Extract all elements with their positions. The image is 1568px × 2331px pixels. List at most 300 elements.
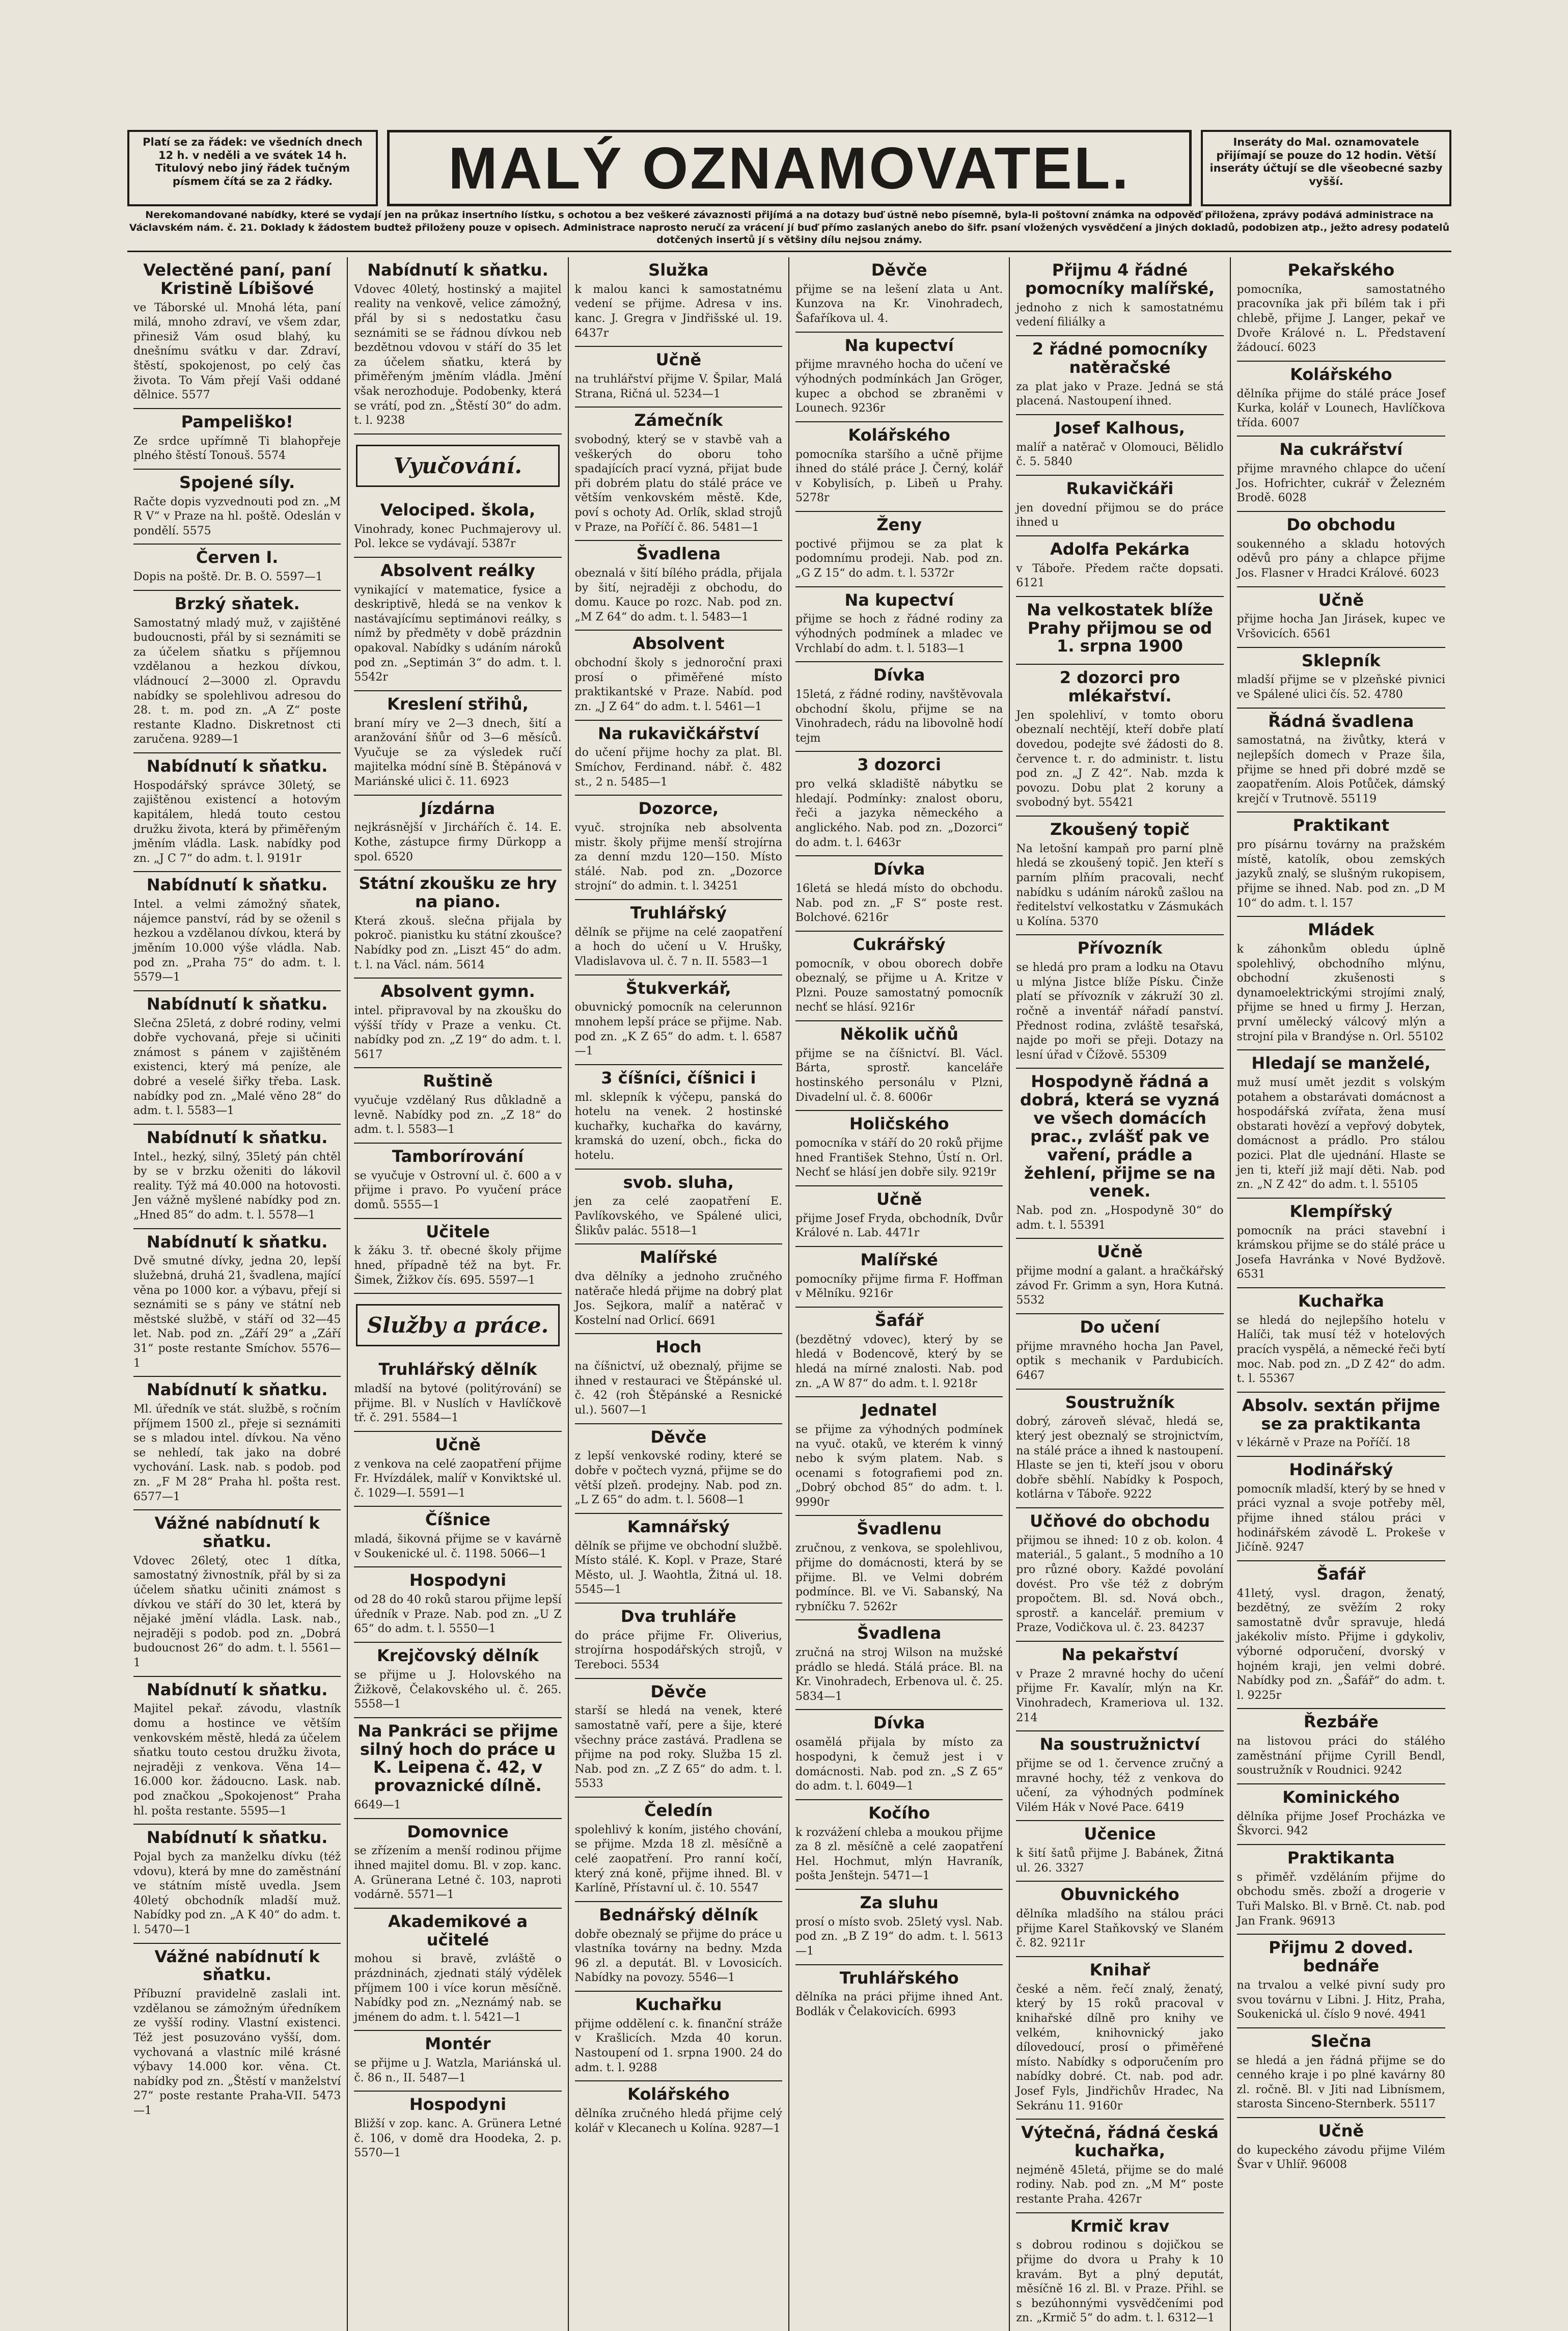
ad-title: Bednářský dělník <box>599 1905 758 1925</box>
section-heading: Vyučování. <box>356 445 559 487</box>
ad-body: zručnou, z venkova, se spolehlivou, přijme do domácnosti, která by se přijme. Bl. ve Velmi dobrém podmínce. Bl. ve Vi. Sabanský, Na rybníčku 7. 5262r <box>795 1542 1003 1613</box>
ad-title: Na velkostatek blíže Prahy přijmou se od 1. srpna 1900 <box>1027 600 1213 656</box>
ad-body: spolehlivý k koním, jistého chování, se přijme. Mzda 18 zl. měsíčně a celé zaopatření. Pro ranní kočí, který zná koně, přijme ihned. Bl. v Karlíně, Přístavní ul. č. 10. 5547 <box>574 1823 782 1895</box>
classified-ad <box>1237 1050 1445 1199</box>
classified-ad <box>1237 587 1445 648</box>
ad-body: obuvnický pomocník na celerunnon mnohem lepší práce se přijme. Nab. pod zn. „K Z 65“ do adm. t. l. 6587—1 <box>574 1001 782 1058</box>
classified-ad <box>1016 1642 1223 1731</box>
ad-body: z venkova na celé zaopatření přijme Fr. Hvízdálek, malíř v Konviktské ul. č. 1029—I. 5591—1 <box>354 1457 562 1500</box>
classified-ad <box>575 1992 782 2081</box>
classified-ad <box>1016 665 1223 817</box>
ad-title: Truhlářský dělník <box>378 1360 537 1379</box>
ad-body: na listovou práci do stálého zaměstnání přijme Cyrill Bendl, soustružník v Roudnici. 9242 <box>1236 1735 1445 1777</box>
classified-ad <box>354 558 561 691</box>
classified-ad <box>795 1308 1003 1397</box>
ad-body: mohou si bravě, zvláště o prázdninách, zjednati stálý výdělek příjmem 100 i více korun měsíčně. Nabídky pod zn. „Neznámý nab. se jménem do adm. t. l. 5421—1 <box>354 1953 562 2024</box>
classified-ad <box>575 1514 782 1604</box>
classified-ad <box>133 1229 341 1377</box>
classified-ad <box>133 1944 341 2124</box>
ad-title: Do učení <box>1080 1317 1160 1337</box>
ad-body: v Praze 2 mravné hochy do učení přijme Fr. Kavalír, mlýn na Kr. Vinohradech, Krameriova ul. 132. 214 <box>1016 1667 1224 1724</box>
ad-body: 6649—1 <box>354 1799 401 1811</box>
ad-body: na číšnictví, už obeznalý, přijme se ihned v restauraci ve Štěpánské ul. č. 42 (roh Štěpánské a Resnické ul.). 5607—1 <box>574 1360 782 1417</box>
classified-ad <box>1016 1821 1223 1882</box>
ad-body: Vdovec 40letý, hostinský a majitel reality na venkově, velice zámožný, přál by si s nedostatku času seznámiti se se řádnou dívkou neb bezdětnou vdovou v stáří do 35 let za účelem sňatku, která by přiměřeným jměním vládla. Jmění však nerozhoduje. Podobenky, která se vrátí, pod zn. „Štěstí 30“ do adm. t. l. 9238 <box>354 283 562 427</box>
ad-body: obeznalá v šití bílého prádla, přijala by šití, nejraději z obchodu, do domu. Kauce po rozc. Nab. pod zn. „M Z 64“ do adm. t. l. 5483—1 <box>574 567 782 624</box>
classified-ad <box>795 1800 1003 1890</box>
ad-column-4 <box>789 257 1010 2331</box>
ad-title: Kuchařku <box>635 1995 722 2015</box>
ad-title: 3 dozorci <box>857 755 941 775</box>
pricing-box: Platí se za řádek: ve všedních dnech 12 h. v neděli a ve svátek 14 h. Titulový nebo jiný řádek tučným písmem čítá se za 2 řádky. <box>127 130 378 206</box>
ad-title: Číšnice <box>425 1510 490 1530</box>
ad-title: Na cukrářství <box>1279 440 1403 459</box>
ad-title: Kreslení střihů, <box>387 694 529 714</box>
ad-body: dva dělníky a jednoho zručného natěrače hledá přijme na dobrý plat Jos. Sejkora, malíř a natěrač v Kostelní nad Orlicí. 6691 <box>574 1270 782 1327</box>
ad-body: Na letošní kampaň pro parní plně hledá se zkoušený topič. Jen kteří s parním plňím pracovali, nechť nabídku s udáním nároků zašlou na ředitelství velkostatku v Zásmukách u Kolína. 5370 <box>1016 842 1224 928</box>
classified-ad <box>575 1170 782 1245</box>
ad-title: Mládek <box>1308 920 1374 940</box>
ad-title: Kolářského <box>1290 364 1392 384</box>
classified-ad <box>795 1620 1003 1710</box>
classified-ad <box>575 721 782 796</box>
section-heading: Služby a práce. <box>356 1304 559 1346</box>
ad-body: Majitel pekař. závodu, vlastník domu a hostince ve větším venkovském městě, hledá za účelem sňatku touto cestou družku života, nejraději z venkova. Věna 14—16.000 kor. žádoucno. Lask. nab. pod značkou „Spokojenost“ Praha hl. pošta restante. 5595—1 <box>133 1702 341 1818</box>
classified-ad <box>575 1902 782 1992</box>
classified-ad <box>1237 1784 1445 1845</box>
classified-ad <box>1237 437 1445 512</box>
ad-title: Učňové do obchodu <box>1030 1511 1210 1531</box>
ad-body: vyučuje vzdělaný Rus důkladně a levně. Nabídky pod zn. „Z 18“ do adm. t. l. 5583—1 <box>354 1094 562 1136</box>
ad-title: Absolv. sextán přijme se za praktikanta <box>1242 1395 1440 1433</box>
classified-ad <box>354 1909 561 2031</box>
classified-ad <box>1016 415 1223 476</box>
ad-title: Nabídnutí k sňatku. <box>146 756 328 776</box>
ad-title: Jednatel <box>861 1400 938 1420</box>
ad-title: Přijmu 4 řádné pomocníky malířské, <box>1025 260 1215 298</box>
classified-ad <box>1237 917 1445 1050</box>
ad-body: obchodní školy s jednoroční praxi prosí o přiměřené místo praktikantské v Praze. Nabíd. pod zn. „J Z 64“ do adm. t. l. 5461—1 <box>574 657 782 714</box>
classified-ad <box>575 975 782 1065</box>
ad-body: se hledá do nejlepšího hotelu v Halíči, tak musí též v hotelových pracích vyspělá, a německé řeči bytí moc. Nab. pod zn. „D Z 42“ do adm. t. l. 55367 <box>1236 1314 1445 1386</box>
ad-body: Vdovec 26letý, otec 1 dítka, samostatný živnostník, přál by si za účelem sňatku učiniti známost s dívkou ve stáří do 30 let, která by nějaké jmění vládla. Lask. nab., nejraději s podob. pod zn. „Dobrá budoucnost 26“ do adm. t. l. 5561—1 <box>133 1554 341 1669</box>
ad-title: Velectěné paní, paní Kristině Líbišové <box>143 260 332 298</box>
ad-body: muž musí umět jezdit s volským potahem a obstarávati domácnost a hospodářská zvířata, žena musí obstarati hovězí a vepřový dobytek, domácnost a prádlo. Pro stálou pozici. Plat dle ujednání. Hlaste se jen ti, kteří již mají děti. Nab. pod zn. „N Z 42“ do adm. t. l. 55105 <box>1236 1076 1445 1191</box>
ad-column-6 <box>1231 257 1451 2331</box>
classified-ad <box>133 1510 341 1676</box>
classified-ad <box>354 1357 561 1432</box>
classified-ad <box>795 1890 1003 1965</box>
classified-ad <box>1237 1709 1445 1784</box>
ad-body: 16letá se hledá místo do obchodu. Nab. pod zn. „F S“ poste rest. Bolchové. 6216r <box>795 882 1003 925</box>
ad-title: Slečna <box>1310 2031 1371 2051</box>
ad-title: Praktikanta <box>1287 1848 1395 1868</box>
ad-title: Červen I. <box>196 548 279 567</box>
ad-column-5 <box>1010 257 1230 2331</box>
deadline-box: Inseráty do Mal. oznamovatele přijímají se pouze do 12 hodin. Větší inseráty účtují se dle všeobecné sazby vyšší. <box>1201 130 1451 206</box>
ad-body: Jen spolehliví, v tomto oboru obeznalí nechtějí, kteří dobře platí dovedou, podejte své žádosti do 8. července t. r. do administr. t. listu pod zn. „J Z 42“. Nab. mzda k povozu. Dobu plat 2 koruny a svobodný byt. 55421 <box>1016 709 1224 809</box>
ad-body: pro písárnu továrny na pražském místě, katolík, obou zemských jazyků znalý, se slušným rukopisem, přijme se ihned. Nab. pod zn. „D M 10“ do adm. t. l. 157 <box>1236 838 1445 910</box>
ad-body: přijme hocha Jan Jirásek, kupec ve Vršovicích. 6561 <box>1236 613 1445 641</box>
classified-ad <box>354 1819 561 1909</box>
classified-ad <box>1237 2028 1445 2118</box>
ad-title: Učně <box>435 1434 481 1454</box>
ad-body: intel. připravoval by na zkoušku do výšší třídy v Praze a venku. Ct. nabídky pod zn. „Z 19“ do adm. t. l. 5617 <box>354 1005 562 1061</box>
ad-title: Akademikové a učitelé <box>388 1911 528 1949</box>
ad-body: malíř a natěrač v Olomouci, Bělidlo č. 5. 5840 <box>1016 441 1224 469</box>
ad-title: Na soustružnictví <box>1039 1734 1200 1754</box>
ad-title: Švadlena <box>636 544 721 564</box>
classified-ad <box>795 856 1003 932</box>
classified-ad <box>1016 1239 1223 1314</box>
ad-body: v lékárně v Praze na Poříčí. 18 <box>1236 1436 1411 1450</box>
ad-body: přijme se hoch z řádné rodiny za výhodných podmínek a mladec ve Vrchlabí do adm. t. l. 5183—1 <box>795 613 1003 655</box>
ad-title: Malířské <box>640 1248 718 1267</box>
ad-body: přijmou se ihned: 10 z ob. kolon. 4 materiál., 5 galant., 5 modního a 10 pro různé obory. Každé povolání dovést. Pro vše též z dobrým propočtem. Bl. sd. Nová obch., sprostř. a kancelář. premium v Praze, Vodičkova ul. č. 23. 84237 <box>1016 1534 1224 1635</box>
classified-ad <box>133 591 341 753</box>
ad-title: Klempířský <box>1289 1201 1393 1221</box>
ad-title: Čeledín <box>644 1801 713 1821</box>
ad-body: Hospodářský správce 30letý, se zajištěnou existencí a hotovým kapitálem, hledá touto cestou družku života, která by přiměřeným jměním vládla. Lask. nabídky pod zn. „J C 7“ do adm. t. l. 9191r <box>133 779 341 865</box>
ad-title: Kolářského <box>848 425 950 445</box>
ad-body: pro velká skladiště nábytku se hledají. Podmínky: znalost oboru, řeči a jazyka německého a anglického. Nab. pod zn. „Dozorci“ do adm. t. l. 6463r <box>795 778 1003 849</box>
ad-body: jen za celé zaopatření E. Pavlíkovského, ve Spálené ulici, Šlikův palác. 5518—1 <box>574 1195 782 1237</box>
ad-title: Dívka <box>873 1713 925 1733</box>
ad-title: Obuvnického <box>1060 1885 1179 1905</box>
ad-title: Montér <box>425 2034 491 2054</box>
classified-ad <box>795 333 1003 422</box>
classified-ad <box>354 497 561 558</box>
ad-title: Učně <box>1318 590 1364 610</box>
ad-title: Krmič krav <box>1070 2216 1170 2236</box>
ad-body: přijme Josef Fryda, obchodník, Dvůr Králové n. Lab. 4471r <box>795 1212 1003 1240</box>
ad-body: nejkrásnější v Jirchářích č. 14. E. Kothe, zástupce firmy Dürkopp a spol. 6520 <box>354 821 562 863</box>
ad-body: české a něm. řečí znalý, ženatý, který by 15 roků pracoval v knihařské dílně pro knihy ve velkém, knihovnický jako dílovedoucí, prosí o přiměřené místo. Nabídky s odporučením pro nabídky dobré. Ct. nab. pod adr. Josef Fyls, Jindřichův Hradec, Na Sekránu 11. 9160r <box>1016 1983 1224 2112</box>
ad-body: vyuč. strojníka neb absolventa mistr. školy přijme menší strojírna za denní mzdu 120—150. Místo stálé. Nab. pod zn. „Dozorce strojní“ do admin. t. l. 34251 <box>574 822 782 893</box>
classified-ad <box>795 1965 1003 2025</box>
ad-title: Hoch <box>655 1337 702 1357</box>
ad-title: Absolvent reálky <box>380 560 535 580</box>
ad-title: 3 číšníci, číšnici i <box>601 1068 756 1088</box>
ad-body: k záhonkům obledu úplně spolehlivý, obchodního mlýnu, obchodní zkušenosti s dynamoelektrickými strojími znalý, přijme se hned u firmy J. Herzan, první umělecký válcový mlýn a strojní pila v Brandýse n. Orl. 55102 <box>1236 943 1445 1043</box>
ad-title: Malířské <box>860 1250 938 1269</box>
ad-title: Na pekařství <box>1061 1644 1178 1664</box>
ad-body: k rozvážení chleba a moukou přijme za 8 zl. měsíčně a celé zaopatření Hel. Hochmut, mlýn Havraník, pošta Jenštejn. 5471—1 <box>795 1826 1003 1883</box>
ad-title: Přívozník <box>1077 938 1163 958</box>
ad-title: Řádná švadlena <box>1268 711 1414 731</box>
ad-title: Služka <box>648 260 709 280</box>
ad-body: s přiměř. vzděláním přijme do obchodu směs. zboží a drogerie v Tuři Malsko. Bl. v Brně. Ct. nab. pod Jan Frank. 96913 <box>1236 1871 1445 1928</box>
classified-ad <box>795 587 1003 663</box>
classified-ad <box>795 1021 1003 1111</box>
ad-title: Šafář <box>874 1310 924 1330</box>
classified-ad <box>1237 1199 1445 1288</box>
ad-title: Hospodyni <box>409 1570 507 1590</box>
classified-ad <box>1237 1393 1445 1457</box>
classified-ad <box>1016 257 1223 336</box>
ad-body: prosí o místo svob. 25letý vysl. Nab. pod zn. „B Z 19“ do adm. t. l. 5613—1 <box>795 1915 1003 1958</box>
ad-title: 2 dozorci pro mlékařství. <box>1059 668 1180 706</box>
classified-ad <box>354 1507 561 1567</box>
ad-title: Ženy <box>876 515 922 535</box>
ad-title: Švadlena <box>857 1623 942 1643</box>
ad-title: Na kupectví <box>844 590 954 610</box>
ad-title: Kamnářský <box>627 1516 730 1536</box>
ad-title: Ruštině <box>423 1071 493 1091</box>
ad-title: Knihař <box>1089 1960 1150 1980</box>
ad-body: z lepší venkovské rodiny, které se dobře v počtech vyzná, přijme se do větší plzeň. prodejny. Nab. pod zn. „L Z 65“ do adm. t. l. 5608—1 <box>574 1450 782 1507</box>
ad-body: dělník se přijme na celé zaopatření a hoch do učení u V. Hrušky, Vladislavova ul. č. 7 n. II. 5583—1 <box>574 926 782 968</box>
classified-ad <box>354 691 561 796</box>
ad-title: Kolářského <box>627 2084 730 2104</box>
classified-ad <box>1016 1957 1223 2120</box>
masthead <box>127 130 1451 206</box>
ad-title: Kominického <box>1282 1787 1400 1807</box>
ad-body: (bezdětný vdovec), který by se hledá v Bodencově, který by se hledá na mírné znalosti. Nab. pod zn. „A W 87“ do adm. t. l. 9218r <box>795 1333 1003 1390</box>
classified-ad <box>795 512 1003 587</box>
classified-ad <box>1016 597 1223 665</box>
ad-title: Hospodyni <box>409 2095 507 2115</box>
ad-title: Šafář <box>1316 1564 1366 1584</box>
ad-body: Ml. úředník ve stát. službě, s ročním příjmem 1500 zl., přeje si seznámiti se s mladou intel. dívkou. Na věno se nehledí, tak jako na dobré vychování. Lask. nab. s podob. pod zn. „F M 28“ Praha hl. pošta rest. 6577—1 <box>133 1403 341 1503</box>
ad-body: dělníka zručného hledá přijme celý kolář v Klecanech u Kolína. 9287—1 <box>574 2107 782 2135</box>
ad-body: zručná na stroj Wilson na mužské prádlo se hledá. Stálá práce. Bl. na Kr. Vinohradech, Erbenova ul. č. 25. 5834—1 <box>795 1646 1003 1703</box>
classified-ad <box>1016 935 1223 1069</box>
ad-title: Učitele <box>426 1222 490 1241</box>
ad-body: do práce přijme Fr. Oliverius, strojírna hospodářských strojů, v Tereboci. 5534 <box>574 1629 782 1672</box>
ad-title: Výtečná, řádná česká kuchařka, <box>1021 2123 1219 2161</box>
ad-body: k šití šatů přijme J. Babánek, Žitná ul. 26. 3327 <box>1016 1847 1224 1875</box>
ad-title: Švadlenu <box>857 1519 942 1539</box>
ad-body: pomocníka staršího a učně přijme ihned do stálé práce J. Černý, kolář v Kobylisích, p. Libeň u Prahy. 5278r <box>795 448 1003 505</box>
classified-ad <box>133 409 341 470</box>
ad-title: Dva truhláře <box>620 1607 736 1627</box>
ad-body: Dopis na poště. Dr. B. O. 5597—1 <box>133 571 323 584</box>
administration-notice: Nerekomandované nabídky, které se vydají jen na průkaz insertního lístku, s ochotou a bez veškeré závaznosti přijímá a na dotazy buď ústně nebo písemně, byla-li poštovní známka na odpověď přiložena, zprávy podává administrace na Václavském nám. č. 21. Doklady k žádostem budtež přiloženy pouze v opisech. Administrace naprosto neručí za vrácení jí buď přímo zaslaných anebo do šifr. psaní vložených vysvědčení a jiných dokladů, podobizen atp., ježto adresy podatelů dotčených insertů jí s většiny dílu nejsou známy. <box>127 209 1451 252</box>
classified-ad <box>1237 648 1445 709</box>
ad-title: Nabídnutí k sňatku. <box>146 1828 328 1848</box>
ad-body: samostatná, na živůtky, která v nejlepších domech v Praze šila, přijme se hned při dobré mzdě se zaopatřením. Alois Potůček, dámský krejčí v Trutnově. 55119 <box>1236 734 1445 805</box>
ad-title: Vážné nabídnutí k sňatku. <box>154 1946 320 1985</box>
classified-ad <box>354 1219 561 1294</box>
page-title: MALÝ OZNAMOVATEL. <box>387 130 1192 206</box>
ad-title: Kočího <box>868 1803 930 1823</box>
ad-title: Absolvent <box>632 634 725 654</box>
ad-title: Nabídnutí k sňatku. <box>146 875 328 895</box>
classified-ad <box>1237 1935 1445 2028</box>
classified-ad <box>133 545 341 590</box>
ad-body: se vyučuje v Ostrovní ul. č. 600 a v přijme i pravo. Po vyučení práce domů. 5555—1 <box>354 1169 562 1212</box>
classified-ad <box>575 796 782 900</box>
ad-title: Děvče <box>871 260 927 280</box>
ad-body: mladší přijme se v plzeňské pivnici ve Spálené ulici čís. 52. 4780 <box>1236 673 1445 701</box>
classified-ad <box>354 1144 561 1219</box>
ad-column-3 <box>569 257 789 2331</box>
ad-body: Samostatný mladý muž, v zajištěné budoucnosti, přál by si seznámiti se za účelem sňatku s příjemnou vzdělanou a hezkou dívkou, vládnoucí 2—3000 zl. Opravdu nabídky se spolehlivou adresou do 28. t. m. pod zn. „A Z“ poste restante Kladno. Diskretnost cti zaručena. 9289—1 <box>133 616 341 746</box>
classified-ad <box>354 2092 561 2166</box>
ad-body: pomocník mladší, který by se hned v práci vyznal a svoje potřeby měl, přijme ihned stálou práci v hodinářském závodě L. Prokeše v Jičíně. 9247 <box>1236 1482 1445 1554</box>
classified-ad <box>575 1334 782 1424</box>
ad-title: Učně <box>1318 2121 1364 2140</box>
classified-ad <box>1016 817 1223 935</box>
classified-ad <box>795 422 1003 512</box>
ad-body: Příbuzní pravidelně zaslali int. vzdělanou se zámožným úředníkem ze vyšší rodiny. Vlastní existenci. Též jest posuzováno vyšší, dom. vychovaná a vlastníc milé krásné výbavy 14.000 kor. věna. Ct. nabídky pod zn. „Štěstí v manželství 27“ poste restante Praha-VII. 5473—1 <box>133 1988 341 2117</box>
ad-title: Tamborírování <box>392 1147 524 1167</box>
ad-body: jen dovední přijmou se do práce ihned u <box>1016 501 1224 529</box>
ad-body: Pojal bych za manželku dívku (též vdovu), která by mne do zaměstnání ve státním místě uvedla. Jsem 40letý obchodník mladší muž. Nabídky pod zn. „A K 40“ do adm. t. l. 5470—1 <box>133 1850 341 1936</box>
classified-ad <box>795 1111 1003 1186</box>
ad-title: Učenice <box>1084 1824 1156 1844</box>
classified-ad <box>133 1377 341 1510</box>
ad-title: Jízdárna <box>420 798 496 818</box>
ad-title: Dívka <box>873 859 925 879</box>
ad-title: Absolvent gymn. <box>380 982 535 1001</box>
ad-body: k malou kanci k samostatnému vedení se přijme. Adresa v ins. kanc. J. Gregra v Jindřišské ul. 19. 6437r <box>574 283 782 340</box>
classified-ad <box>1016 1882 1223 1957</box>
ad-column-2 <box>348 257 568 2331</box>
ad-body: přijme oddělení c. k. finanční stráže v Krašlicích. Mzda 40 korun. Nastoupení od 1. srpna 1900. 24 do adm. t. l. 9288 <box>574 2017 782 2074</box>
ad-body: osamělá přijala by místo za hospodyni, k čemuž jest i v domácnosti. Nab. pod zn. „S Z 65“ do adm. t. l. 6049—1 <box>795 1736 1003 1793</box>
ad-body: Ze srdce upřímně Ti blahopřeje plného štěstí Tonouš. 5574 <box>133 435 341 463</box>
classified-ad <box>1237 1457 1445 1561</box>
classified-ad <box>575 1424 782 1514</box>
ad-title: Dívka <box>873 665 925 685</box>
ad-title: Nabídnutí k sňatku. <box>146 1380 328 1400</box>
classified-ad <box>133 257 341 409</box>
ad-body: se hledá a jen řádná přijme se do cenného kraje i po plné kavárny 80 zl. ročně. Bl. v Jiti nad Libnísmem, starosta Sinceno-Sternberk. 55117 <box>1236 2054 1445 2111</box>
ad-title: Nabídnutí k sňatku. <box>146 1232 328 1252</box>
ad-title: Pampeliško! <box>181 412 293 431</box>
ad-title: Josef Kalhous, <box>1055 418 1185 438</box>
ad-body: 15letá, z řádné rodiny, navštěvovala obchodní školu, přijme se na Vinohradech, rádu na libovolně hodí tejm <box>795 688 1003 745</box>
ad-title: Za sluhu <box>860 1892 939 1912</box>
classified-ad <box>795 1186 1003 1247</box>
ad-body: se hledá pro pram a lodku na Otavu u mlýna Jistce blíže Písku. Činže platí se přívozník v zákruží 30 zl. ročně a inventář nářadí panství. Přednost rodina, zvláště tesařská, najde po moři se přeji. Dotazy na lesní úřad v Čížově. 55309 <box>1016 961 1224 1062</box>
classified-ad <box>1237 2118 1445 2178</box>
ad-body: svobodný, který se v stavbě vah a veškerých do oboru toho spadajících prací vyzná, přijat bude při dobrém platu do stálé práce ve větším venkovském městě. Kde, poví s ochoty Ad. Orlík, sklad strojů v Praze, na Poříčí č. 86. 5481—1 <box>574 433 782 534</box>
ad-title: Rukavičkáři <box>1066 478 1174 498</box>
ad-title: Děvče <box>650 1427 707 1447</box>
ad-title: Nabídnutí k sňatku. <box>367 260 548 280</box>
classified-ad <box>354 1643 561 1718</box>
ad-body: dělníka na práci přijme ihned Ant. Bodlák v Čelakovicích. 6993 <box>795 1991 1003 2018</box>
ad-title: Truhlářský <box>630 903 727 923</box>
classified-ad <box>575 631 782 720</box>
classified-ad <box>795 1397 1003 1516</box>
ad-body: Intel., hezký, silný, 35letý pán chtěl by se v brzku oženiti do lákovil reality. Týž má 40.000 na hotovosti. Jen vážně myšlené nabídky pod zn. „Hned 85“ do adm. t. l. 5578—1 <box>133 1150 341 1222</box>
ad-title: Zámečník <box>634 411 723 430</box>
ad-body: na trvalou a velké pivní sudy pro svou továrnu v Libni. J. Hitz, Praha, Soukenická ul. číslo 9 nové. 4941 <box>1236 1978 1445 2021</box>
classified-ad <box>354 1068 561 1144</box>
ad-body: v Táboře. Předem račte dopsati. 6121 <box>1016 562 1224 590</box>
classified-ad <box>1016 1731 1223 1821</box>
ad-title: Cukrářský <box>852 934 946 954</box>
ad-body: k žáku 3. tř. obecné školy přijme hned, případně též na byt. Fr. Šimek, Žižkov čís. 695. 5597—1 <box>354 1244 562 1287</box>
ad-body: mladá, šikovná přijme se v kavárně v Soukenické ul. č. 1198. 5066—1 <box>354 1533 562 1560</box>
ad-title: Dozorce, <box>638 799 719 819</box>
ad-title: 2 řádné pomocníky natěračské <box>1032 339 1208 377</box>
classified-ad <box>1016 1314 1223 1390</box>
ad-body: se přijme u J. Holovského na Žižkově, Čelakovského ul. č. 265. 5558—1 <box>354 1668 562 1711</box>
ad-body: starší se hledá na venek, které samostatně vaří, pere a šije, které všechny práce zastává. Pradlena se přijme na pod roky. Služba 15 zl. Nab. pod zn. „Z Z 65“ do adm. t. l. 5533 <box>574 1704 782 1791</box>
ad-body: ve Táborské ul. Mnohá léta, paní milá, mnoho zdraví, ve všem zdar, přinesiž Vám osud blahý, ku dnešnímu svátku v dar. Zdraví, štěstí, spokojenost, po celý čas života. To Vám přejí Vaši oddané dělnice. 5577 <box>133 301 341 402</box>
ad-body: do učení přijme hochy za plat. Bl. Smíchov, Ferdinand. nábř. č. 482 st., 2 n. 5485—1 <box>574 746 782 789</box>
classified-ad <box>133 470 341 545</box>
classified-ad <box>575 408 782 541</box>
classified-ad <box>795 1516 1003 1620</box>
ad-body: za plat jako v Praze. Jedná se stá placená. Nastoupení ihned. <box>1016 380 1224 408</box>
ad-body: dělníka přijme do stálé práce Josef Kurka, kolář v Lounech, Havlíčkova třída. 6007 <box>1236 387 1445 429</box>
classified-ad <box>795 932 1003 1021</box>
classified-ad <box>133 753 341 872</box>
ad-title: Nabídnutí k sňatku. <box>146 1679 328 1699</box>
ad-title: Do obchodu <box>1286 515 1396 535</box>
ad-title: Brzký sňatek. <box>174 593 300 613</box>
classified-ad <box>1016 536 1223 597</box>
classified-ad <box>354 257 561 435</box>
ad-title: Na rukavičkářství <box>598 723 759 743</box>
ad-body: poctivé přijmou se za plat k podomnímu prodeji. Nab. pod zn. „G Z 15“ do adm. t. l. 5372r <box>795 537 1003 580</box>
classified-ad <box>354 871 561 979</box>
classified-ad <box>1237 812 1445 917</box>
ad-title: Velociped. škola, <box>380 500 536 520</box>
ad-title: Vážné nabídnutí k sňatku. <box>154 1513 320 1551</box>
ad-body: dělník se přijme ve obchodní službě. Místo stálé. K. Kopl. v Praze, Staré Město, ul. J. Waohtla, Žitná ul. 18. 5545—1 <box>574 1539 782 1596</box>
ad-title: Učně <box>1097 1242 1143 1262</box>
classified-ad <box>1016 476 1223 536</box>
ad-title: Soustružník <box>1065 1392 1175 1412</box>
classified-ad <box>1237 362 1445 437</box>
ad-title: Adolfa Pekárka <box>1050 539 1190 559</box>
ad-title: Nabídnutí k sňatku. <box>146 1127 328 1147</box>
classified-ad <box>1016 1508 1223 1642</box>
ad-body: dělníka přijme Josef Procházka ve Škvorci. 942 <box>1236 1810 1445 1838</box>
ad-body: braní míry ve 2—3 dnech, šití a aranžování šňůr od 3—6 měsíců. Vyučuje se za výsledek ručí majitelka módní síně B. Štěpánová v Mariánské ulici č. 11. 6923 <box>354 717 562 788</box>
ad-body: pomocník na práci stavební i krámskou přijme se do stálé práce u Josefa Havránka v Nové Bydžově. 6531 <box>1236 1224 1445 1281</box>
classified-ad <box>575 1604 782 1679</box>
ad-body: přijme modní a galant. a hračkářský závod Fr. Grimm a syn, Hora Kutná. 5532 <box>1016 1265 1224 1307</box>
ad-title: Děvče <box>650 1682 707 1701</box>
ad-body: Slečna 25letá, z dobré rodiny, velmi dobře vychovaná, přeje si učiniti známost s pánem v zajištěném existenci, který má peníze, ale dobré a veselé šiřky třeba. Lask. nabídky pod zn. „Malé věno 28“ do adm. t. l. 5583—1 <box>133 1017 341 1118</box>
ad-title: Učně <box>655 350 702 370</box>
ad-body: Vinohrady, konec Puchmajerovy ul. Pol. lekce se vydávají. 5387r <box>354 523 562 551</box>
ad-body: přijme se na číšnictví. Bl. Václ. Bárta, sprostř. kanceláře hostinského personálu v Plzni, Divadelní ul. č. 8. 6006r <box>795 1047 1003 1104</box>
ad-title: Hledají se manželé, <box>1251 1053 1431 1073</box>
ad-title: Domovnice <box>407 1822 509 1841</box>
ad-body: pomocník, v obou oborech dobře obeznalý, se přijme u A. Kritze v Plzni. Pouze samostatný pomocník nechť se hlásí. 9216r <box>795 957 1003 1014</box>
classified-ad <box>354 2031 561 2092</box>
ad-body: od 28 do 40 roků starou přijme lepší úředník v Praze. Nab. pod zn. „U Z 65“ do adm. t. l. 5550—1 <box>354 1593 562 1636</box>
classified-ad <box>354 1432 561 1507</box>
ad-title: Na Pankráci se přijme silný hoch do práce u K. Leipena č. 42, v provaznické dílně. <box>357 1721 558 1796</box>
ad-body: Račte dopis vyzvednouti pod zn. „M R V“ v Praze na hl. poště. Odeslán v pondělí. 5575 <box>133 495 341 537</box>
classified-ad <box>354 796 561 871</box>
ad-body: přijme mravného hocha do učení ve výhodných podmínkách Jan Gröger, kupec a obchod se zbraněmi v Lounech. 9236r <box>795 358 1003 415</box>
classified-ad <box>795 257 1003 333</box>
ad-title: Truhlářského <box>839 1968 959 1988</box>
classified-ad <box>1237 709 1445 813</box>
ad-title: Nabídnutí k sňatku. <box>146 994 328 1014</box>
classified-ad <box>575 2081 782 2141</box>
ad-body: dobrý, zároveň slévač, hledá se, který jest obeznalý se strojnictvím, na stálé práce a ihned k nastoupení. Hlaste se jen ti, kteří jsou v oboru dobře sběhlí. Nabídky k Pospoch, kotlárna v Táboře. 9222 <box>1016 1415 1224 1501</box>
ad-body: Nab. pod zn. „Hospodyně 30“ do adm. t. l. 55391 <box>1016 1204 1224 1232</box>
ad-title: Hospodyně řádná a dobrá, která se vyzná ve všech domácích prac., zvlášť pak ve vaření, prádle a žehlení, přijme se na venek. <box>1020 1072 1220 1201</box>
ad-columns <box>127 257 1451 2325</box>
ad-body: do kupeckého závodu přijme Vilém Švar v Uhlíř. 96008 <box>1236 2144 1445 2172</box>
ad-body: na truhlářství přijme V. Špilar, Malá Strana, Ričná ul. 5234—1 <box>574 373 782 400</box>
ad-body: vynikající v matematice, fysice a deskriptivě, hledá se na venkov k nastávajícímu septimánovi reálky, s nímž by předměty v době prázdnin opakoval. Nabídky s udáním nároků pod zn. „Septimán 3“ do adm. t. l. 5542r <box>354 583 562 684</box>
ad-title: Na kupectví <box>844 335 954 355</box>
